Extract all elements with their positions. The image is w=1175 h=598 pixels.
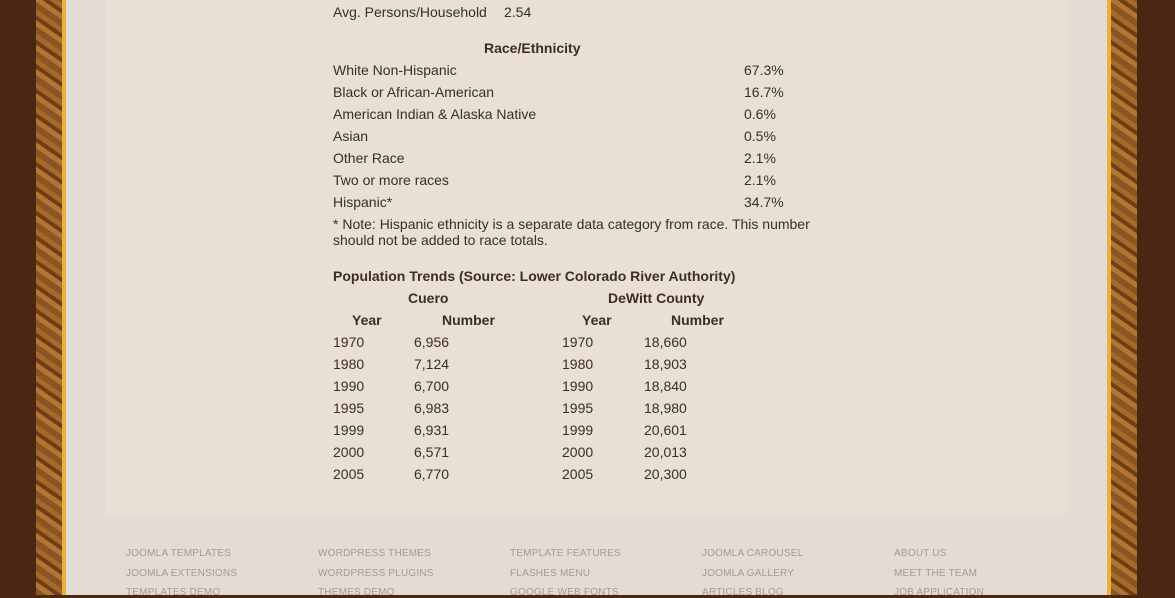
cuero-number: 6,571	[414, 444, 450, 460]
race-label: American Indian & Alaska Native	[333, 106, 537, 122]
footer-link-joomla-carousel[interactable]: JOOMLA CAROUSEL	[702, 548, 804, 559]
race-value: 34.7%	[744, 194, 784, 210]
cuero-number: 6,770	[414, 466, 450, 482]
cuero-number: 6,931	[414, 422, 450, 438]
cuero-number: 6,983	[414, 400, 450, 416]
gold-trim-right	[1107, 0, 1111, 595]
race-row	[333, 194, 813, 216]
cuero-year: 1999	[333, 422, 365, 438]
wooden-frame-left	[36, 0, 62, 595]
county-year: 1990	[562, 378, 594, 394]
race-title: Race/Ethnicity	[484, 40, 581, 56]
race-row	[333, 106, 813, 128]
county-year: 1995	[562, 400, 594, 416]
race-row	[333, 84, 813, 106]
footer-link-wordpress-plugins[interactable]: WORDPRESS PLUGINS	[318, 568, 434, 579]
cuero-number-header: Number	[442, 312, 495, 328]
cuero-number: 6,700	[414, 378, 450, 394]
footer-link-articles-blog[interactable]: ARTICLES BLOG	[702, 587, 784, 598]
race-row	[333, 62, 813, 84]
county-number: 18,660	[644, 334, 687, 350]
footer-link-joomla-extensions[interactable]: JOOMLA EXTENSIONS	[126, 568, 238, 579]
footer-link-joomla-templates[interactable]: JOOMLA TEMPLATES	[126, 548, 232, 559]
race-label: Asian	[333, 128, 369, 144]
county-year: 1970	[562, 334, 594, 350]
cuero-number: 6,956	[414, 334, 450, 350]
race-label: Black or African-American	[333, 84, 495, 100]
footer-link-flashes-menu[interactable]: FLASHES MENU	[510, 568, 591, 579]
county-number: 18,980	[644, 400, 687, 416]
cuero-year: 1995	[333, 400, 365, 416]
footer-link-google-web-fonts[interactable]: GOOGLE WEB FONTS	[510, 587, 619, 598]
race-value: 2.1%	[744, 172, 776, 188]
race-row	[333, 128, 813, 150]
footer-link-job-application[interactable]: JOB APPLICATION	[894, 587, 985, 598]
cuero-year-header: Year	[352, 312, 382, 328]
county-year: 1999	[562, 422, 594, 438]
trends-title: Population Trends (Source: Lower Colorado River Authority)	[333, 268, 736, 284]
county-number: 18,903	[644, 356, 687, 372]
cuero-year: 2000	[333, 444, 365, 460]
footer-link-about-us[interactable]: ABOUT US	[894, 548, 947, 559]
county-number: 20,300	[644, 466, 687, 482]
race-value: 0.6%	[744, 106, 776, 122]
county-year: 2000	[562, 444, 594, 460]
footer-link-meet-the-team[interactable]: MEET THE TEAM	[894, 568, 978, 579]
county-number: 20,013	[644, 444, 687, 460]
race-value: 67.3%	[744, 62, 784, 78]
cuero-year: 1970	[333, 334, 365, 350]
county-year: 2005	[562, 466, 594, 482]
race-label: Two or more races	[333, 172, 449, 188]
cuero-year: 2005	[333, 466, 365, 482]
race-value: 16.7%	[744, 84, 784, 100]
cuero-year: 1980	[333, 356, 365, 372]
wooden-frame-right	[1111, 0, 1137, 595]
race-value: 0.5%	[744, 128, 776, 144]
footer-link-joomla-gallery[interactable]: JOOMLA GALLERY	[702, 568, 795, 579]
cuero-year: 1990	[333, 378, 365, 394]
county-number: 20,601	[644, 422, 687, 438]
cuero-number: 7,124	[414, 356, 450, 372]
county-year-header: Year	[582, 312, 612, 328]
race-row	[333, 150, 813, 172]
race-label: Other Race	[333, 150, 405, 166]
footer-link-wordpress-themes[interactable]: WORDPRESS THEMES	[318, 548, 432, 559]
hispanic-note: * Note: Hispanic ethnicity is a separate data category from race. This number should not be added to race totals.	[333, 216, 810, 248]
county-number: 18,840	[644, 378, 687, 394]
race-row	[333, 172, 813, 194]
household-value: 2.54	[504, 4, 532, 20]
footer-link-themes-demo[interactable]: THEMES DEMO	[318, 587, 395, 598]
race-label: White Non-Hispanic	[333, 62, 457, 78]
cuero-heading: Cuero	[408, 290, 449, 306]
county-year: 1980	[562, 356, 594, 372]
footer-link-templates-demo[interactable]: TEMPLATES DEMO	[126, 587, 221, 598]
county-heading: DeWitt County	[608, 290, 705, 306]
footer-link-template-features[interactable]: TEMPLATE FEATURES	[510, 548, 621, 559]
county-number-header: Number	[671, 312, 724, 328]
household-label: Avg. Persons/Household	[333, 4, 487, 20]
race-value: 2.1%	[744, 150, 776, 166]
race-label: Hispanic*	[333, 194, 393, 210]
